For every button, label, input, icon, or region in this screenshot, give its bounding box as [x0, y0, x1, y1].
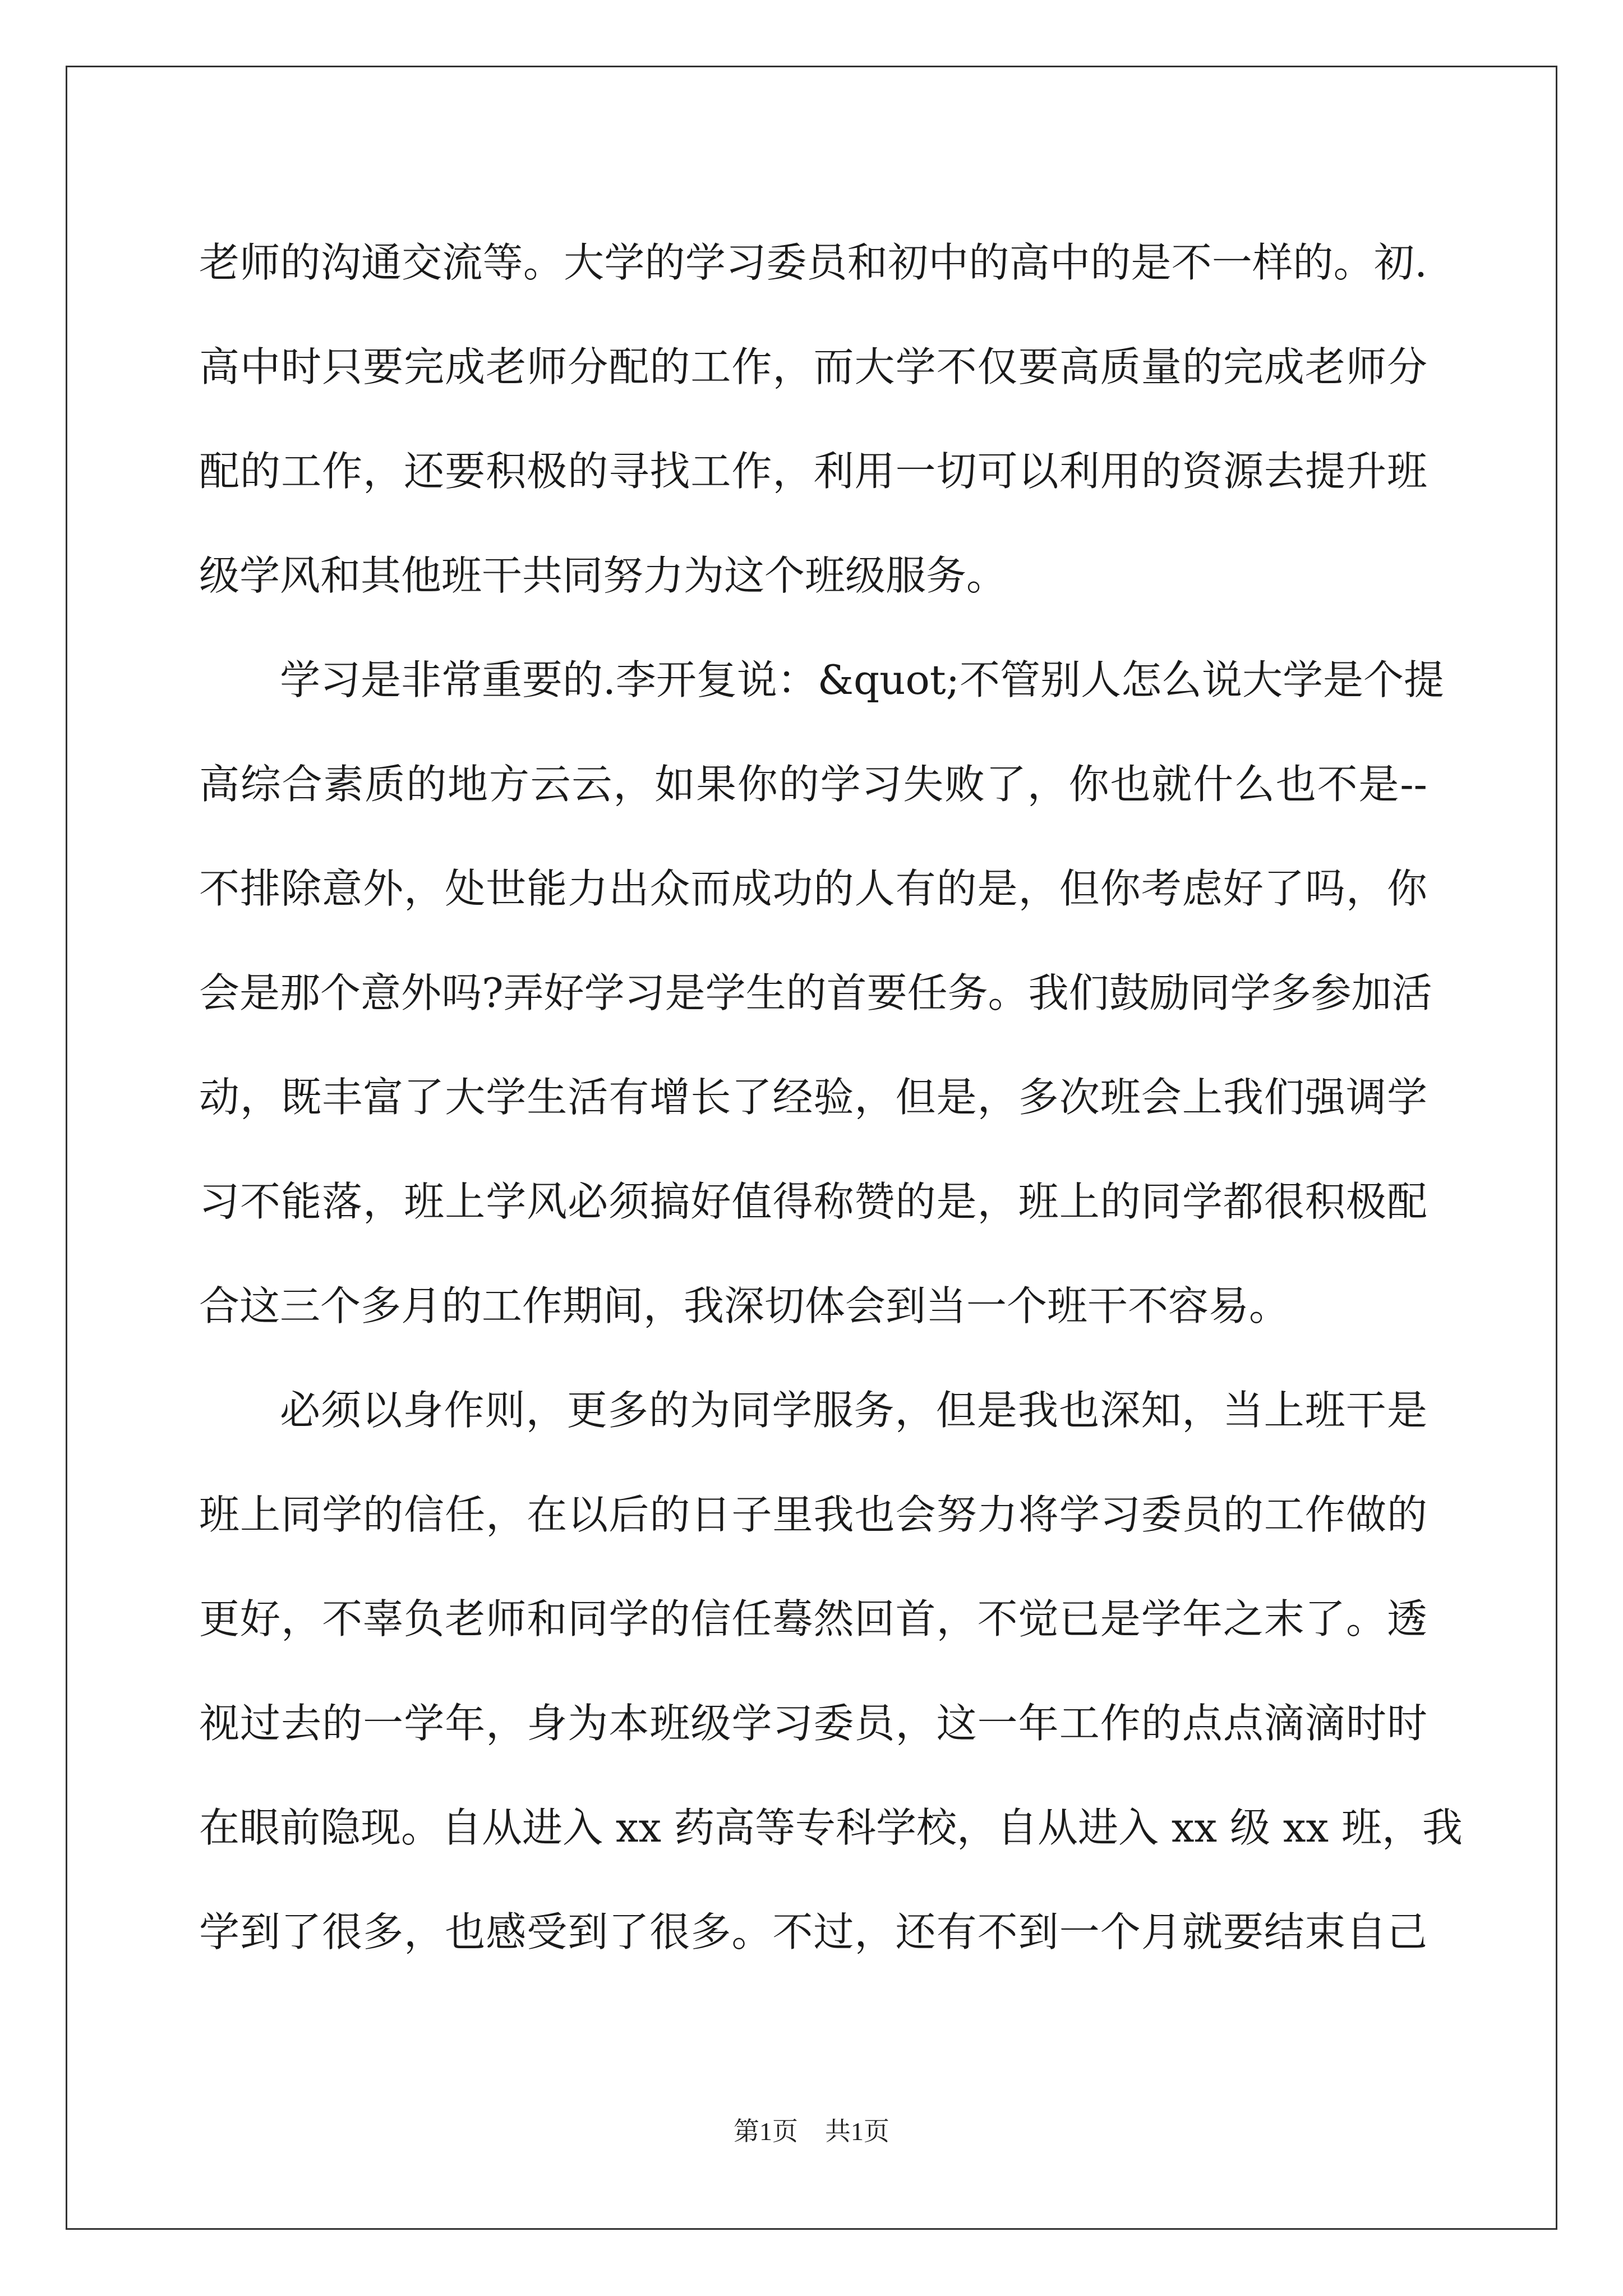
text-line: 会是那个意外吗?弄好学习是学生的首要任务。我们鼓励同学多参加活 [199, 969, 1432, 1016]
text-line: 不排除意外，处世能力出众而成功的人有的是，但你考虑好了吗，你 [199, 865, 1427, 912]
text-line: 老师的沟通交流等。大学的学习委员和初中的高中的是不一样的。初. [199, 239, 1427, 286]
text-line: 在眼前隐现。自从进入 xx 药高等专科学校，自从进入 xx 级 xx 班，我 [199, 1804, 1463, 1851]
page-footer [0, 2115, 1623, 2148]
text-line: 学习是非常重要的.李开复说：&quot;不管别人怎么说大学是个提 [280, 656, 1444, 703]
text-line: 习不能落，班上学风必须搞好值得称赞的是，班上的同学都很积极配 [199, 1178, 1427, 1225]
page-number-total: 共1页 [825, 2117, 889, 2146]
text-line: 高中时只要完成老师分配的工作，而大学不仅要高质量的完成老师分 [199, 343, 1427, 390]
text-line: 学到了很多，也感受到了很多。不过，还有不到一个月就要结束自己 [199, 1908, 1427, 1955]
text-line: 配的工作，还要积极的寻找工作，利用一切可以利用的资源去提升班 [199, 448, 1427, 495]
text-line: 动，既丰富了大学生活有增长了经验，但是，多次班会上我们强调学 [199, 1074, 1427, 1121]
text-line: 更好，不辜负老师和同学的信任蓦然回首，不觉已是学年之末了。透 [199, 1595, 1427, 1642]
text-line: 级学风和其他班干共同努力为这个班级服务。 [199, 552, 1007, 599]
text-line: 合这三个多月的工作期间，我深切体会到当一个班干不容易。 [199, 1282, 1290, 1329]
text-line: 班上同学的信任，在以后的日子里我也会努力将学习委员的工作做的 [199, 1491, 1427, 1538]
page-number-current: 第1页 [734, 2117, 798, 2146]
text-line: 高综合素质的地方云云，如果你的学习失败了，你也就什么也不是-- [199, 761, 1427, 808]
text-line: 视过去的一学年，身为本班级学习委员，这一年工作的点点滴滴时时 [199, 1700, 1427, 1747]
text-line: 必须以身作则，更多的为同学服务，但是我也深知，当上班干是 [280, 1387, 1427, 1434]
document-body [199, 210, 1463, 1984]
